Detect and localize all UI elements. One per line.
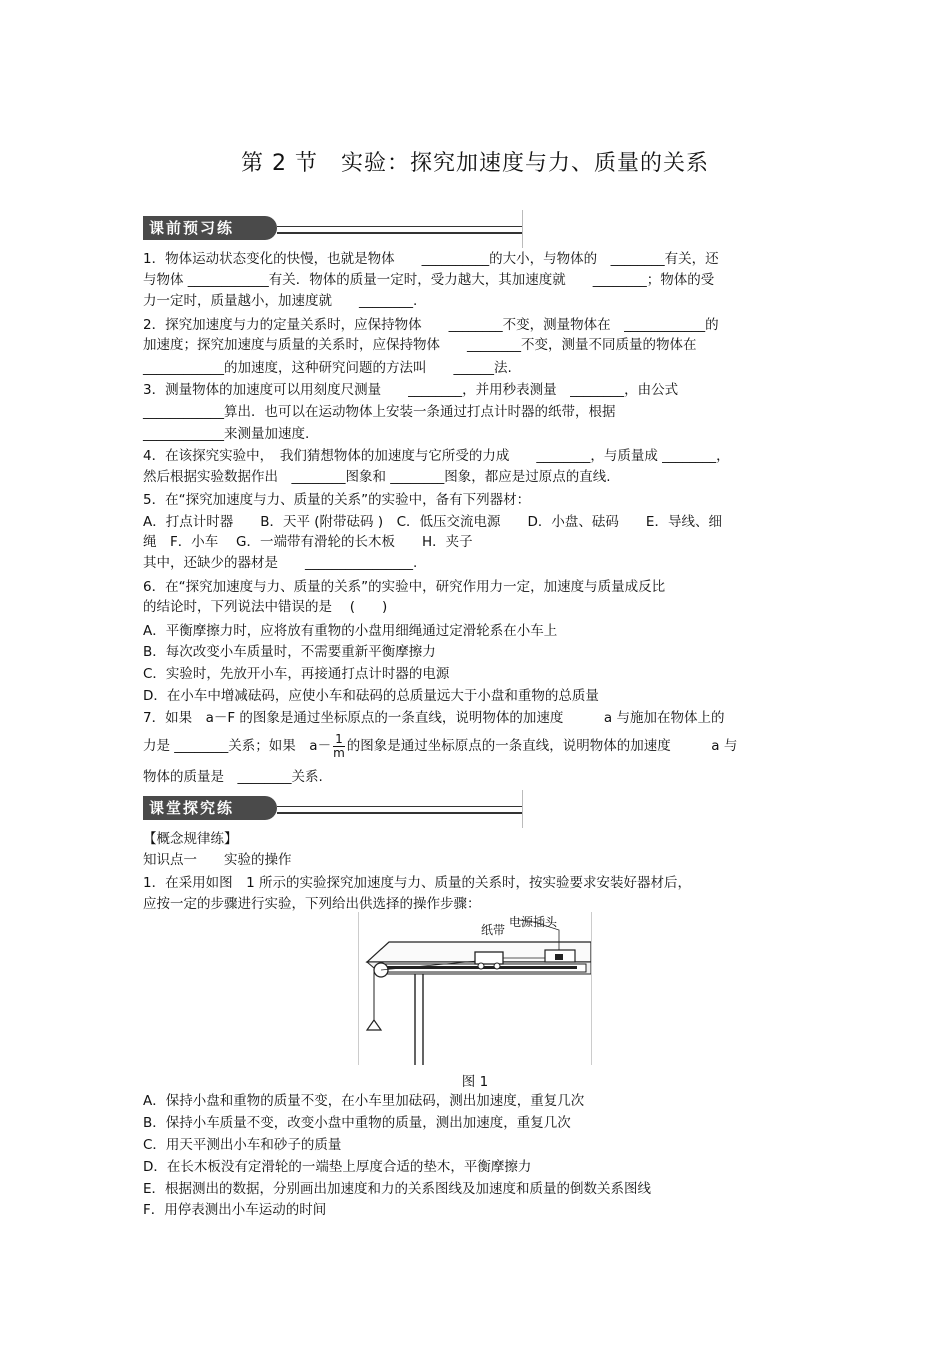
banner-rule bbox=[277, 226, 523, 227]
text-line: 2．探究加速度与力的定量关系时，应保持物体 ________不变，测量物体在 ____________的 bbox=[143, 317, 719, 333]
text-line: 然后根据实验数据作出 ________图象和 ________图象，都应是过原点的直线. bbox=[143, 469, 611, 485]
text-line: ____________的加速度，这种研究问题的方法叫 ______法. bbox=[143, 360, 512, 376]
q7-text-a: 力是 ________关系；如果 a－ bbox=[143, 738, 332, 754]
option-line: F．用停表测出小车运动的时间 bbox=[143, 1202, 327, 1218]
banner-divider bbox=[522, 790, 523, 828]
text-line: 其中，还缺少的器材是 ________________. bbox=[143, 555, 418, 571]
section-banner-preview bbox=[143, 210, 523, 248]
q7-formula-line bbox=[143, 732, 737, 760]
text-line: 4．在该探究实验中， 我们猜想物体的加速度与它所受的力成 ________，与质量成 ________， bbox=[143, 448, 730, 464]
option-line: B．保持小车质量不变，改变小盘中重物的质量，测出加速度，重复几次 bbox=[143, 1115, 571, 1131]
text-line: 【概念规律练】 bbox=[143, 831, 238, 847]
option-line: A．保持小盘和重物的质量不变，在小车里加砝码，测出加速度，重复几次 bbox=[143, 1093, 585, 1109]
banner-label: 课前预习练 bbox=[143, 216, 277, 240]
label-power-plug: 电源插头 bbox=[509, 915, 558, 929]
option-line: D．在长木板没有定滑轮的一端垫上厚度合适的垫木，平衡摩擦力 bbox=[143, 1159, 532, 1175]
fraction-denominator: m bbox=[333, 745, 345, 760]
text-line: 绳 F．小车 G．一端带有滑轮的长木板 H．夹子 bbox=[143, 534, 473, 550]
section-banner-class bbox=[143, 790, 523, 828]
apparatus-illustration bbox=[359, 912, 591, 1065]
option-line: C．用天平测出小车和砂子的质量 bbox=[143, 1137, 342, 1153]
text-line: 力一定时，质量越小，加速度就 ________. bbox=[143, 293, 418, 309]
apparatus-figure bbox=[358, 912, 592, 1065]
text-line: ____________算出．也可以在运动物体上安装一条通过打点计时器的纸带，根据 bbox=[143, 404, 616, 420]
text-line: 与物体 ____________有关．物体的质量一定时，受力越大，其加速度就 ________；物体的受 bbox=[143, 272, 715, 288]
text-line: A．打点计时器 B．天平 (附带砝码 ) C．低压交流电源 D．小盘、砝码 E．导线、细 bbox=[143, 514, 722, 530]
page-title: 第 2 节 实验：探究加速度与力、质量的关系 bbox=[241, 151, 709, 176]
text-line: 6．在“探究加速度与力、质量的关系”的实验中，研究作用力一定，加速度与质量成反比 bbox=[143, 579, 666, 595]
banner-label: 课堂探究练 bbox=[143, 796, 277, 820]
text-line: 7．如果 a－F 的图象是通过坐标原点的一条直线，说明物体的加速度 a 与施加在物体上的 bbox=[143, 710, 725, 726]
text-line: 加速度；探究加速度与质量的关系时，应保持物体 ________不变，测量不同质量的物体在 bbox=[143, 337, 697, 353]
text-line: 1．物体运动状态变化的快慢，也就是物体 __________的大小，与物体的 ________有关，还 bbox=[143, 251, 719, 267]
text-line: 5．在“探究加速度与力、质量的关系”的实验中，备有下列器材： bbox=[143, 492, 531, 508]
label-paper-tape: 纸带 bbox=[481, 923, 506, 937]
fraction-numerator: 1 bbox=[333, 733, 345, 747]
fraction-1-over-m bbox=[333, 733, 345, 760]
q7-text-b: 的图象是通过坐标原点的一条直线，说明物体的加速度 a 与 bbox=[346, 738, 738, 754]
text-line: B．每次改变小车质量时，不需要重新平衡摩擦力 bbox=[143, 644, 436, 660]
text-line: A．平衡摩擦力时，应将放有重物的小盘用细绳通过定滑轮系在小车上 bbox=[143, 623, 558, 639]
figure-caption: 图 1 bbox=[461, 1074, 489, 1090]
text-line: 的结论时，下列说法中错误的是 ( ) bbox=[143, 599, 388, 615]
text-line: 知识点一 实验的操作 bbox=[143, 852, 292, 868]
banner-divider bbox=[522, 210, 523, 248]
option-line: E．根据测出的数据，分别画出加速度和力的关系图线及加速度和质量的倒数关系图线 bbox=[143, 1181, 652, 1197]
text-line: ____________来测量加速度. bbox=[143, 426, 310, 442]
text-line: 应按一定的步骤进行实验，下列给出供选择的操作步骤： bbox=[143, 896, 481, 912]
text-line: 物体的质量是 ________关系. bbox=[143, 769, 323, 785]
banner-rule-thick bbox=[277, 232, 523, 234]
banner-rule-thick bbox=[277, 812, 523, 814]
text-line: 1．在采用如图 1 所示的实验探究加速度与力、质量的关系时，按实验要求安装好器材后， bbox=[143, 875, 691, 891]
banner-rule bbox=[277, 806, 523, 807]
text-line: 3．测量物体的加速度可以用刻度尺测量 ________，并用秒表测量 ________，由公式 bbox=[143, 382, 679, 398]
text-line: C．实验时，先放开小车，再接通打点计时器的电源 bbox=[143, 666, 450, 682]
text-line: D．在小车中增减砝码，应使小车和砝码的总质量远大于小盘和重物的总质量 bbox=[143, 688, 599, 704]
